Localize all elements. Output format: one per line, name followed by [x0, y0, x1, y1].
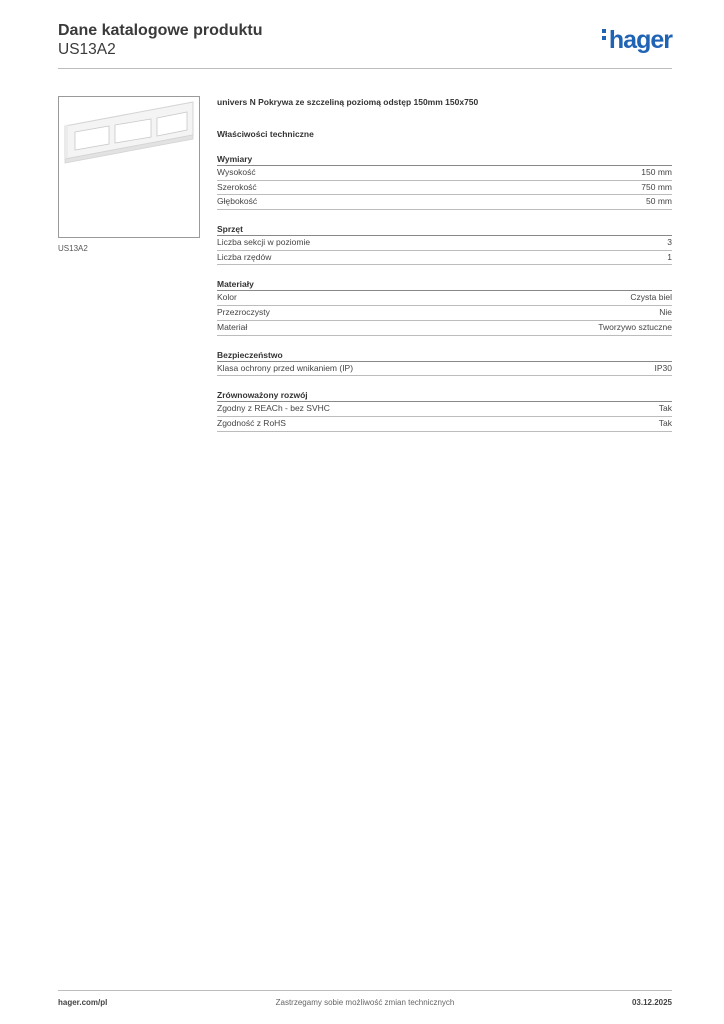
image-caption: US13A2 — [58, 244, 88, 253]
footer-disclaimer: Zastrzegamy sobie możliwość zmian technicznych — [275, 998, 455, 1007]
hager-logo — [602, 28, 672, 53]
row-value: IP30 — [654, 362, 672, 373]
group-materials — [217, 278, 672, 335]
row-label: Przezroczysty — [217, 307, 270, 318]
row-label: Szerokość — [217, 181, 257, 192]
row-label: Zgodny z REACh - bez SVHC — [217, 403, 330, 414]
section-heading: Właściwości techniczne — [217, 129, 314, 139]
row-value: Nie — [659, 307, 672, 318]
product-code: US13A2 — [58, 41, 116, 58]
row-value: 150 mm — [641, 167, 672, 177]
table-row — [217, 236, 672, 251]
group-title: Wymiary — [217, 153, 672, 166]
row-value: 1 — [667, 251, 672, 262]
table-row — [217, 195, 672, 210]
row-value: 750 mm — [641, 181, 672, 192]
document-title: Dane katalogowe produktu — [58, 22, 263, 39]
table-row — [217, 306, 672, 321]
group-title: Bezpieczeństwo — [217, 349, 672, 362]
table-row — [217, 291, 672, 306]
group-title: Sprzęt — [217, 223, 672, 236]
page-footer — [58, 998, 672, 1010]
logo-dots-icon — [602, 29, 607, 43]
table-row — [217, 402, 672, 417]
group-title: Materiały — [217, 278, 672, 291]
row-label: Wysokość — [217, 167, 256, 177]
footer-date: 03.12.2025 — [631, 998, 672, 1007]
row-label: Głębokość — [217, 196, 258, 207]
row-value: 3 — [667, 237, 672, 248]
row-value: Czysta biel — [630, 292, 672, 303]
header-divider — [58, 68, 672, 69]
table-row — [217, 251, 672, 266]
product-title: univers N Pokrywa ze szczeliną poziomą odstęp 150mm 150x750 — [217, 97, 479, 107]
table-row — [217, 166, 672, 181]
table-row — [217, 181, 672, 196]
logo-text: hager — [608, 26, 672, 54]
table-row — [217, 321, 672, 336]
row-label: Zgodność z RoHS — [217, 417, 286, 428]
group-dimensions — [217, 153, 672, 210]
group-sustainability — [217, 389, 672, 431]
product-details — [217, 96, 672, 432]
table-row — [217, 362, 672, 377]
group-title: Zrównoważony rozwój — [217, 389, 672, 402]
group-equipment — [217, 223, 672, 265]
row-label: Klasa ochrony przed wnikaniem (IP) — [217, 362, 354, 373]
row-value: Tak — [658, 403, 672, 414]
row-label: Materiał — [217, 321, 248, 332]
footer-website: hager.com/pl — [58, 998, 108, 1007]
cover-plate-icon — [59, 97, 199, 237]
footer-divider — [58, 990, 672, 991]
row-value: Tworzywo sztuczne — [598, 321, 672, 332]
table-row — [217, 417, 672, 432]
row-label: Liczba sekcji w poziomie — [217, 237, 311, 248]
page-header — [58, 20, 672, 70]
row-value: Tak — [658, 417, 672, 428]
row-label: Kolor — [217, 292, 237, 303]
product-image — [58, 96, 200, 238]
group-safety — [217, 349, 672, 377]
row-label: Liczba rzędów — [217, 251, 272, 262]
row-value: 50 mm — [646, 196, 672, 207]
